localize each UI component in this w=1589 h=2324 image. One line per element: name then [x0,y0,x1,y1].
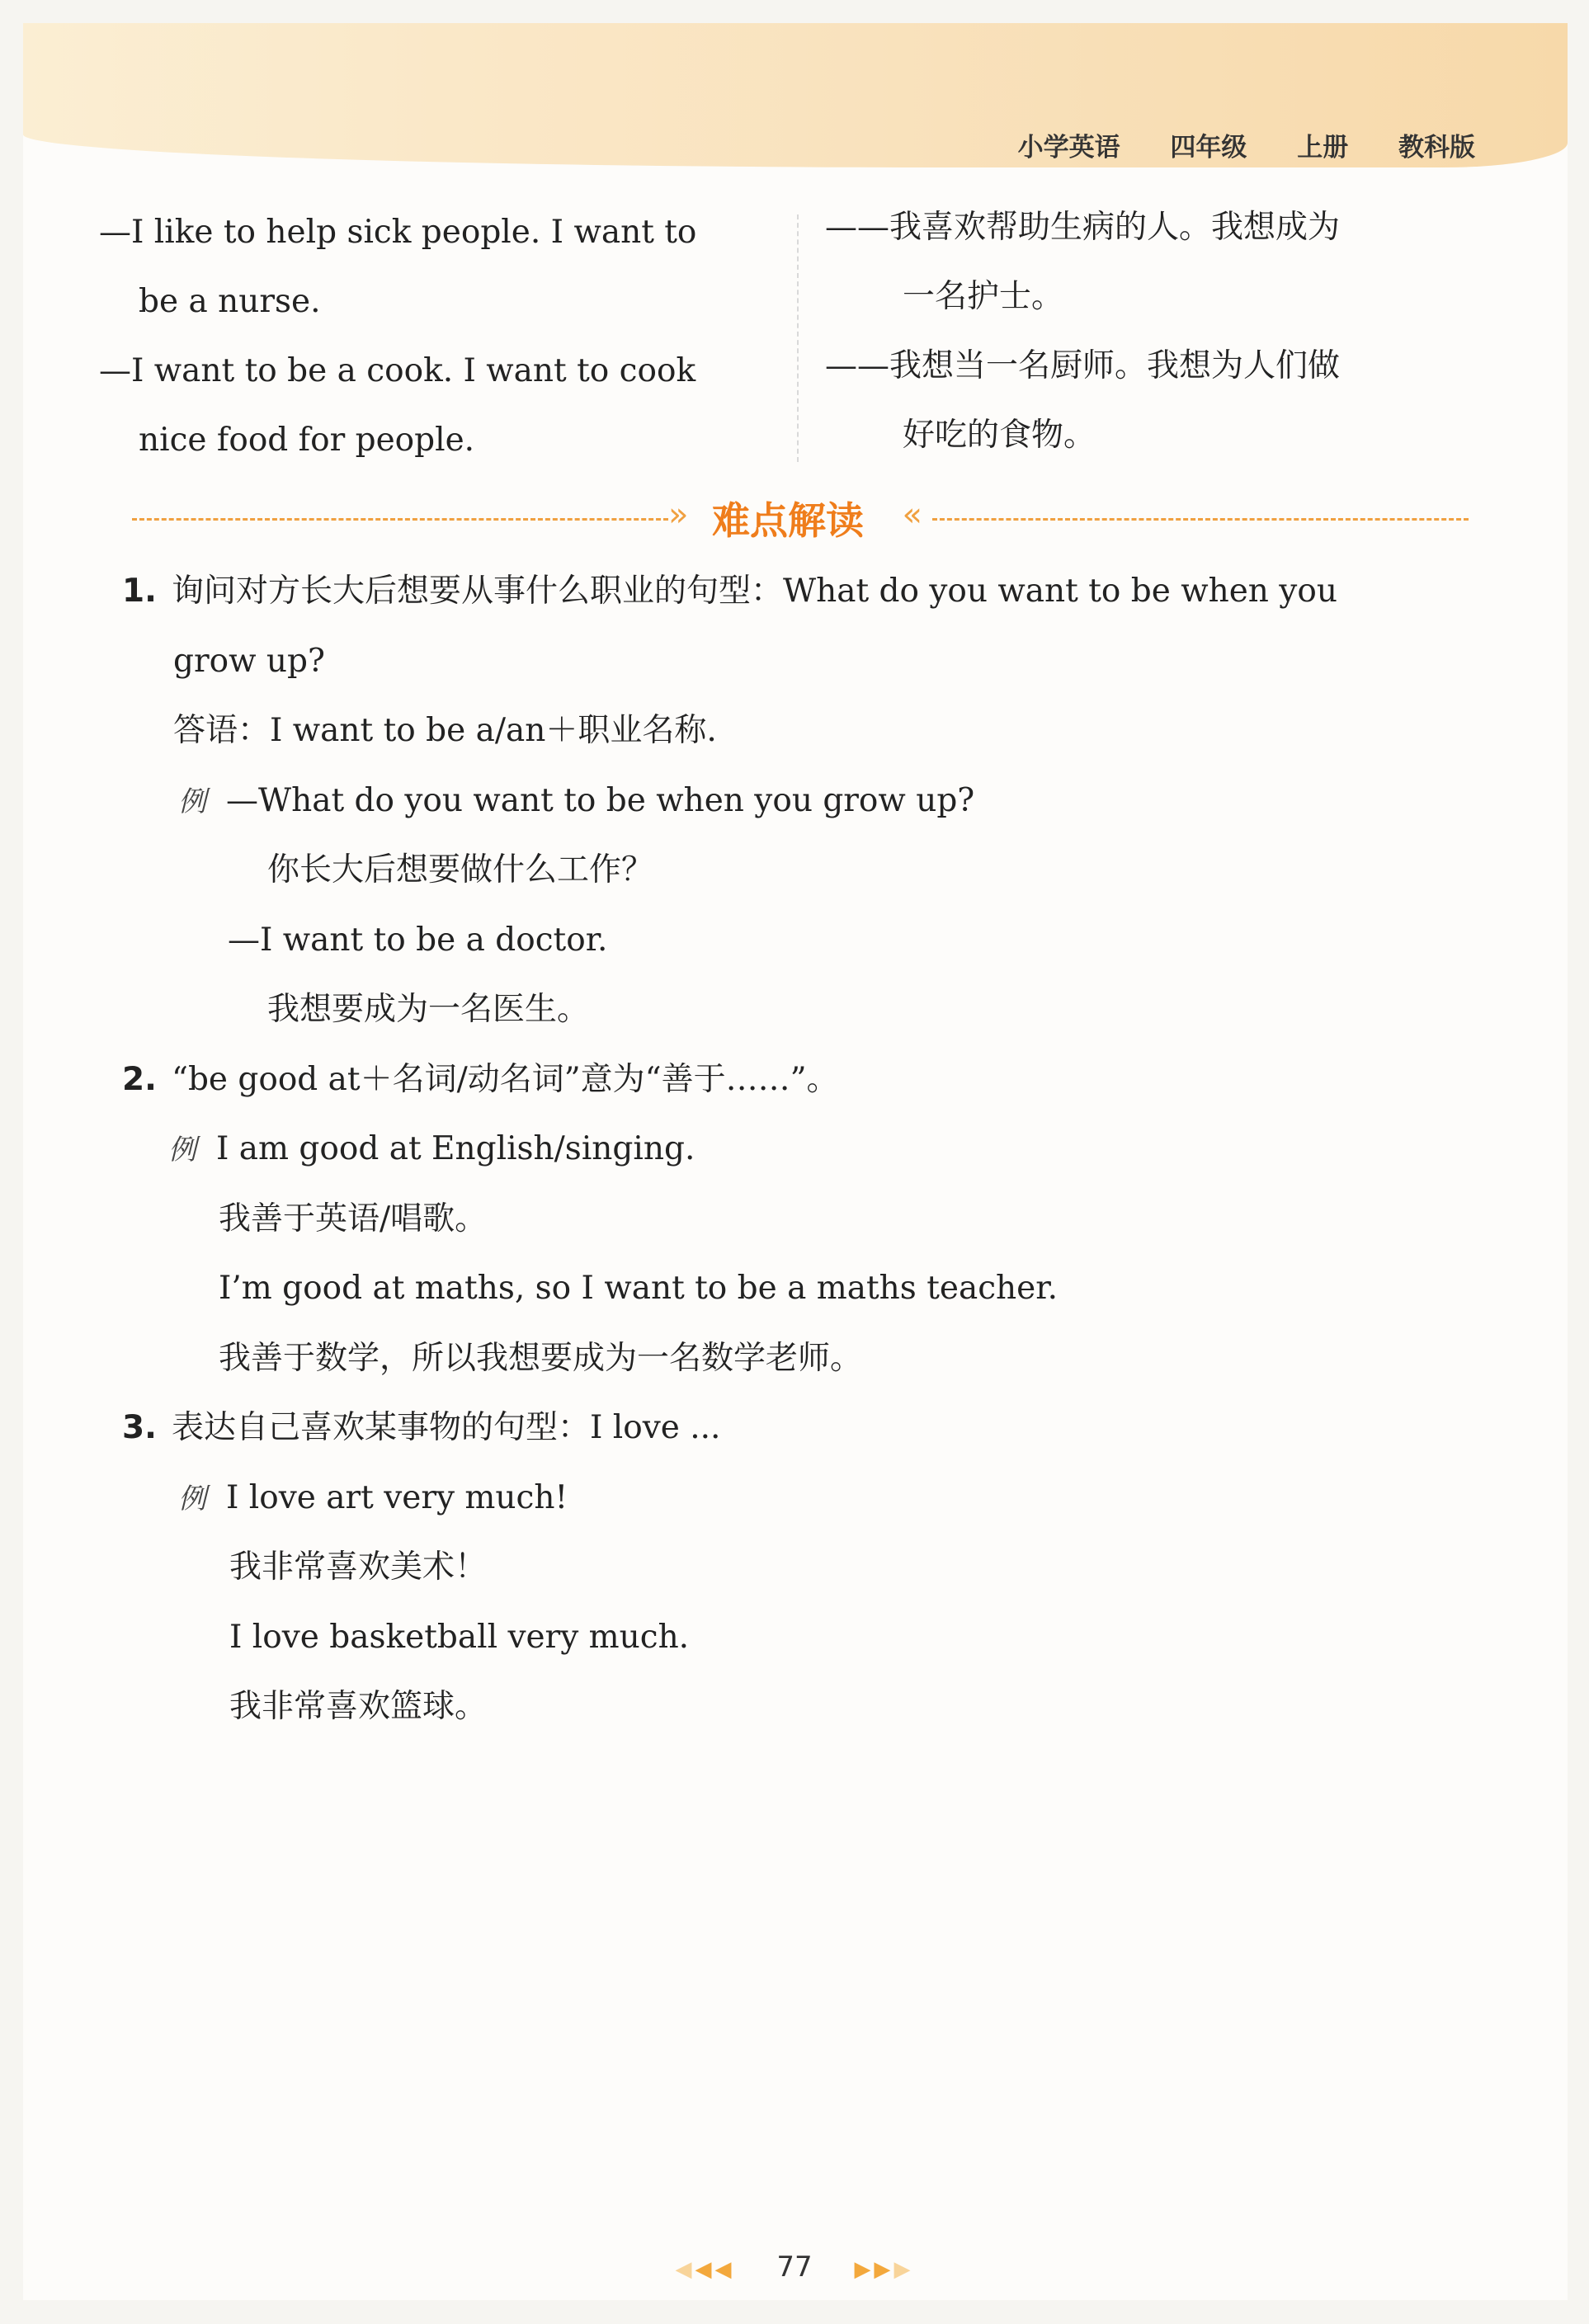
column-divider [797,214,799,462]
point-answer: 答语：I want to be a/an＋职业名称. [173,712,717,749]
dialog-line: —I want to be a cook. I want to cook [99,352,696,389]
dialog-chinese [825,193,1485,470]
header-band [23,23,1568,167]
example-text: —What do you want to be when you grow up? [226,781,975,819]
example-translation: 我非常喜欢美术！ [229,1549,488,1586]
left-arrows-icon: ◀◀◀ [675,2257,735,2282]
point-2-line [122,1045,1492,1115]
dialog-line: 好吃的食物。 [903,417,1096,454]
example-text: I’m good at maths, so I want to be a maths teacher. [219,1270,1059,1307]
example-text: —I want to be a doctor. [228,921,608,959]
example-line [122,1115,1492,1185]
point-text: 表达自己喜欢某事物的句型：I love ... [172,1409,721,1446]
point-number: 1. [122,573,157,610]
example-text: I love art very much! [226,1478,568,1516]
example-line [122,1464,1492,1534]
example-line [122,766,1492,837]
point-text: grow up? [173,642,325,680]
explanation-body [122,557,1492,1742]
double-chevron-right-icon: » [668,496,689,534]
example-translation: 你长大后想要做什么工作？ [267,851,654,889]
example-translation: 我想要成为一名医生。 [267,991,590,1028]
dialog-line: nice food for people. [139,422,475,459]
book-volume: 上册 [1297,133,1349,163]
point-1-line [122,557,1492,627]
point-3-line [122,1393,1492,1464]
book-subject: 小学英语 [1017,133,1120,163]
dialog-line: ——我想当一名厨师。我想为人们做 [825,347,1341,384]
book-info [995,126,1475,163]
section-heading [107,491,1469,543]
example-text: I am good at English/singing. [216,1130,695,1167]
dialog-line: —I like to help sick people. I want to [99,214,697,251]
example-label: 例 [178,785,206,818]
section-title: 难点解读 [712,498,864,543]
page-footer [0,2251,1589,2284]
example-label: 例 [168,1134,196,1167]
dialog-english [99,198,759,475]
heading-dash-right [932,518,1469,521]
example-translation: 我善于数学，所以我想要成为一名数学老师。 [219,1339,863,1377]
point-text: 询问对方长大后想要从事什么职业的句型：What do you want to be when you [172,573,1337,610]
point-text: “be good at＋名词/动名词”意为“善于……”。 [172,1060,839,1098]
book-edition: 教科版 [1398,133,1475,163]
example-translation: 我非常喜欢篮球。 [229,1688,488,1725]
dialog-line: 一名护士。 [903,278,1064,315]
dialog-line: ——我喜欢帮助生病的人。我想成为 [825,209,1341,246]
right-arrows-icon: ▶▶▶ [854,2257,914,2282]
point-number: 3. [122,1409,157,1446]
page-number: 77 [776,2251,813,2284]
dialog-line: be a nurse. [139,283,321,320]
double-chevron-left-icon: « [902,496,922,534]
book-grade: 四年级 [1170,133,1247,163]
point-number: 2. [122,1060,157,1098]
example-translation: 我善于英语/唱歌。 [219,1200,488,1237]
heading-dash-left [132,518,668,521]
example-text: I love basketball very much. [229,1618,690,1656]
example-label: 例 [178,1482,206,1516]
